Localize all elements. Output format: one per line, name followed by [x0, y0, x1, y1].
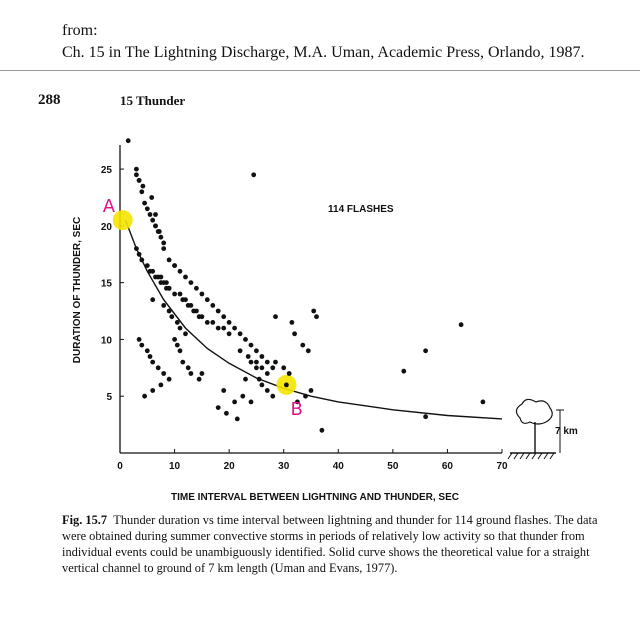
data-point [249, 400, 254, 405]
data-point [178, 269, 183, 274]
data-point [161, 371, 166, 376]
data-point [221, 326, 226, 331]
data-point [134, 172, 139, 177]
ground-hatch [526, 453, 530, 459]
data-point [200, 371, 205, 376]
data-point [300, 343, 305, 348]
highlight-label: B [290, 398, 303, 420]
data-point [216, 309, 221, 314]
data-point [309, 388, 314, 393]
source-citation: Ch. 15 in The Lightning Discharge, M.A. Uman, Academic Press, Orlando, 1987. [62, 44, 585, 61]
data-point [149, 195, 154, 200]
data-point [401, 369, 406, 374]
data-point [216, 405, 221, 410]
data-point [216, 326, 221, 331]
data-point [270, 365, 275, 370]
channel-diagram [508, 399, 578, 459]
data-point [260, 365, 265, 370]
ground-hatch [514, 453, 518, 459]
ground-hatch [550, 453, 554, 459]
data-point [311, 309, 316, 314]
data-point [194, 286, 199, 291]
data-point [194, 309, 199, 314]
ground-hatch [532, 453, 536, 459]
data-point [232, 326, 237, 331]
source-from-label: from: [62, 22, 98, 39]
data-point [257, 377, 262, 382]
x-tick-label: 10 [169, 461, 181, 472]
data-point [197, 377, 202, 382]
data-point [270, 394, 275, 399]
y-axis-label: DURATION OF THUNDER, SEC [72, 216, 83, 364]
chart-labels [72, 196, 459, 503]
data-point [186, 365, 191, 370]
data-point [134, 167, 139, 172]
y-tick-label: 25 [100, 165, 112, 177]
data-point [161, 280, 166, 285]
data-point [284, 383, 289, 388]
caption-text: Thunder duration vs time interval between lightning and thunder for 114 ground flashes. The data were obtained during summer convective storms in periods of relatively low activity so that thunder from individual events could be unambiguously identified. Solid curve shows the theoretical value for a straight vertical channel to ground of 7 km length (Uman and Evans, 1977). [62, 513, 598, 575]
data-point [238, 331, 243, 336]
data-point [153, 224, 158, 229]
x-tick-label: 0 [117, 461, 123, 472]
data-point [145, 206, 150, 211]
data-point [134, 246, 139, 251]
data-point [210, 303, 215, 308]
data-point [314, 314, 319, 319]
data-point [156, 229, 161, 234]
data-point [183, 297, 188, 302]
data-point [303, 394, 308, 399]
x-tick-label: 30 [278, 461, 290, 472]
y-tick-label: 10 [100, 335, 112, 347]
ground-hatch [538, 453, 542, 459]
data-point [221, 388, 226, 393]
data-point [292, 331, 297, 336]
data-point [200, 314, 205, 319]
data-point [238, 348, 243, 353]
data-point [481, 400, 486, 405]
data-point [240, 394, 245, 399]
data-point [139, 189, 144, 194]
data-point [210, 320, 215, 325]
data-point [137, 337, 142, 342]
data-point [156, 365, 161, 370]
figure-caption [62, 512, 612, 576]
data-point [189, 303, 194, 308]
data-point [175, 320, 180, 325]
data-point [221, 314, 226, 319]
data-point [249, 360, 254, 365]
data-point [150, 388, 155, 393]
data-point [243, 337, 248, 342]
data-point [159, 383, 164, 388]
data-point [126, 138, 131, 143]
data-point [145, 348, 150, 353]
data-point [183, 331, 188, 336]
data-point [150, 269, 155, 274]
y-tick-label: 5 [106, 392, 112, 404]
x-tick-label: 40 [332, 461, 344, 472]
data-point [159, 235, 164, 240]
data-point [251, 172, 256, 177]
data-point [175, 343, 180, 348]
data-point [156, 275, 161, 280]
data-point [265, 371, 270, 376]
data-point [227, 320, 232, 325]
data-point [169, 314, 174, 319]
data-point [290, 320, 295, 325]
data-point [150, 360, 155, 365]
ground-hatch [520, 453, 524, 459]
x-tick-label: 20 [223, 461, 235, 472]
data-point [161, 246, 166, 251]
data-point [180, 360, 185, 365]
section-title: 15 Thunder [120, 93, 186, 108]
data-point [224, 411, 229, 416]
highlight-label: A [102, 196, 116, 218]
data-point [183, 275, 188, 280]
scatter-points [126, 138, 486, 432]
data-point [423, 414, 428, 419]
data-point [145, 263, 150, 268]
data-point [139, 343, 144, 348]
data-point [227, 331, 232, 336]
data-point [137, 252, 142, 257]
data-point [148, 212, 153, 217]
header-divider [0, 70, 640, 71]
data-point [141, 184, 146, 189]
data-point [142, 201, 147, 206]
data-point [254, 348, 259, 353]
theoretical-curve-layer [126, 220, 503, 419]
data-point [249, 343, 254, 348]
page-number: 288 [38, 92, 61, 108]
y-tick-label: 15 [100, 278, 112, 290]
data-point [200, 292, 205, 297]
chart-axes [101, 145, 508, 472]
scatter-chart [0, 120, 640, 505]
x-tick-label: 60 [441, 461, 453, 472]
data-point [260, 383, 265, 388]
data-point [161, 303, 166, 308]
y-tick-label: 20 [100, 221, 112, 233]
highlight-layer [113, 210, 297, 395]
flashes-annotation: 114 FLASHES [328, 204, 394, 215]
data-point [178, 348, 183, 353]
data-point [139, 258, 144, 263]
data-point [281, 365, 286, 370]
ground-hatch [508, 453, 512, 459]
data-point [178, 326, 183, 331]
data-point [254, 365, 259, 370]
x-axis-label: TIME INTERVAL BETWEEN LIGHTNING AND THUNDER, SEC [171, 492, 459, 503]
data-point [265, 360, 270, 365]
data-point [423, 348, 428, 353]
data-point [235, 417, 240, 422]
data-point [189, 280, 194, 285]
data-point [153, 212, 158, 217]
data-point [150, 297, 155, 302]
data-point [172, 337, 177, 342]
data-point [161, 241, 166, 246]
data-point [167, 286, 172, 291]
cloud-icon [516, 399, 552, 424]
data-point [167, 377, 172, 382]
theoretical-curve [126, 220, 503, 419]
data-point [243, 377, 248, 382]
height-label: 7 km [555, 426, 578, 437]
data-point [167, 309, 172, 314]
ground-hatch [544, 453, 548, 459]
highlight-marker [113, 210, 133, 230]
data-point [189, 371, 194, 376]
data-point [150, 218, 155, 223]
data-point [142, 394, 147, 399]
data-point [246, 354, 251, 359]
data-point [178, 292, 183, 297]
data-point [273, 360, 278, 365]
data-point [205, 320, 210, 325]
data-point [260, 354, 265, 359]
data-point [320, 428, 325, 433]
data-point [306, 348, 311, 353]
data-point [167, 258, 172, 263]
data-point [205, 297, 210, 302]
data-point [137, 178, 142, 183]
data-point [459, 322, 464, 327]
data-point [148, 354, 153, 359]
x-tick-label: 50 [387, 461, 399, 472]
data-point [273, 314, 278, 319]
data-point [265, 388, 270, 393]
data-point [172, 292, 177, 297]
data-point [172, 263, 177, 268]
data-point [287, 371, 292, 376]
figure-label: Fig. 15.7 [62, 513, 108, 527]
data-point [254, 360, 259, 365]
x-tick-label: 70 [496, 461, 508, 472]
data-point [232, 400, 237, 405]
